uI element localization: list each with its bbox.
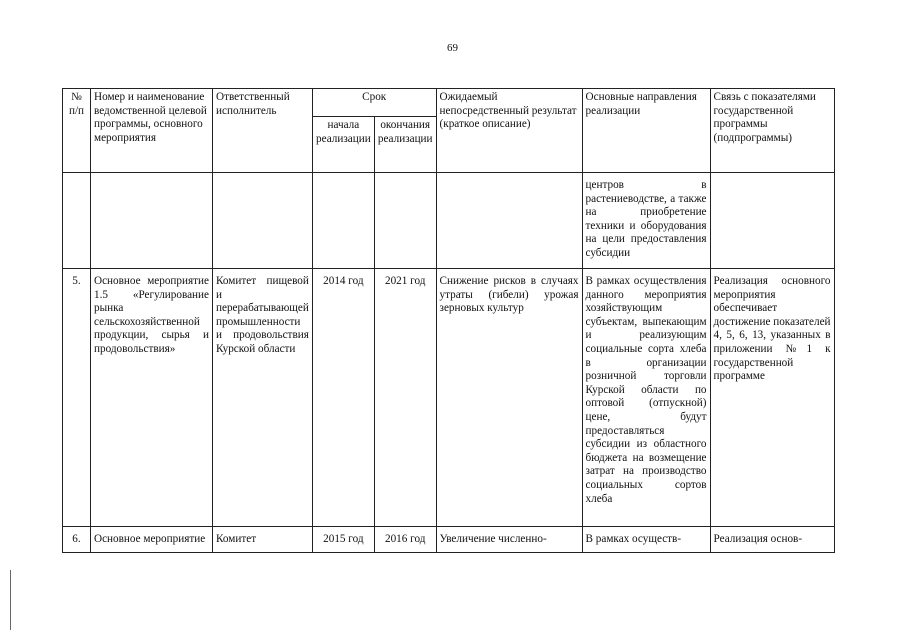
cell-directions: В рамках осуществления данного мероприятия хозяйствующим субъектам, выпекающим и реализующим социальные сорта хлеба в организации розничной торговли Курской области по оптовой (отпускной) цене, будут предоставляться субсидии из областного бюджета на возмещение затрат на производство социальных сортов хлеба (582, 269, 710, 527)
activities-table (62, 88, 835, 553)
header-responsible: Ответственный исполнитель (213, 89, 313, 173)
cell-responsible: Комитет (213, 527, 313, 553)
cell-result (436, 173, 582, 269)
scan-margin-line (10, 570, 11, 630)
header-result: Ожидаемый непосредственный результат (краткое описание) (436, 89, 582, 173)
header-directions: Основные направления реализации (582, 89, 710, 173)
cell-name (91, 173, 213, 269)
page-number: 69 (447, 42, 458, 54)
cell-num (63, 173, 91, 269)
cell-directions: центров в растениеводстве, а также на приобретение техники и оборудования на цели предоставления субсидии (582, 173, 710, 269)
table-row (63, 269, 835, 527)
header-num: № п/п (63, 89, 91, 173)
cell-end: 2016 год (374, 527, 436, 553)
header-term-end: окончания реализации (374, 117, 436, 173)
cell-start: 2015 год (312, 527, 374, 553)
cell-num: 5. (63, 269, 91, 527)
cell-num: 6. (63, 527, 91, 553)
cell-result: Увеличение численно- (436, 527, 582, 553)
table-row (63, 527, 835, 553)
cell-directions: В рамках осуществ- (582, 527, 710, 553)
header-term: Срок (312, 89, 436, 117)
cell-link (710, 173, 834, 269)
cell-name: Основное мероприятие (91, 527, 213, 553)
cell-end: 2021 год (374, 269, 436, 527)
cell-name: Основное мероприятие 1.5 «Регулирование рынка сельскохозяйственной продукции, сырья и продовольствия» (91, 269, 213, 527)
header-link: Связь с показателями государственной программы (подпрограммы) (710, 89, 834, 173)
header-term-start: начала реализации (312, 117, 374, 173)
cell-link: Реализация основ- (710, 527, 834, 553)
cell-result: Снижение рисков в случаях утраты (гибели) урожая зерновых культур (436, 269, 582, 527)
table-row (63, 173, 835, 269)
cell-start (312, 173, 374, 269)
cell-responsible: Комитет пищевой и перерабатывающей промышленности и продовольствия Курской области (213, 269, 313, 527)
header-name: Номер и наименование ведомственной целевой программы, основного мероприятия (91, 89, 213, 173)
cell-end (374, 173, 436, 269)
cell-link: Реализация основного мероприятия обеспечивает достижение показателей 4, 5, 6, 13, указанных в приложении №1 к государственной программе (710, 269, 834, 527)
cell-responsible (213, 173, 313, 269)
header-row (63, 89, 835, 117)
cell-start: 2014 год (312, 269, 374, 527)
